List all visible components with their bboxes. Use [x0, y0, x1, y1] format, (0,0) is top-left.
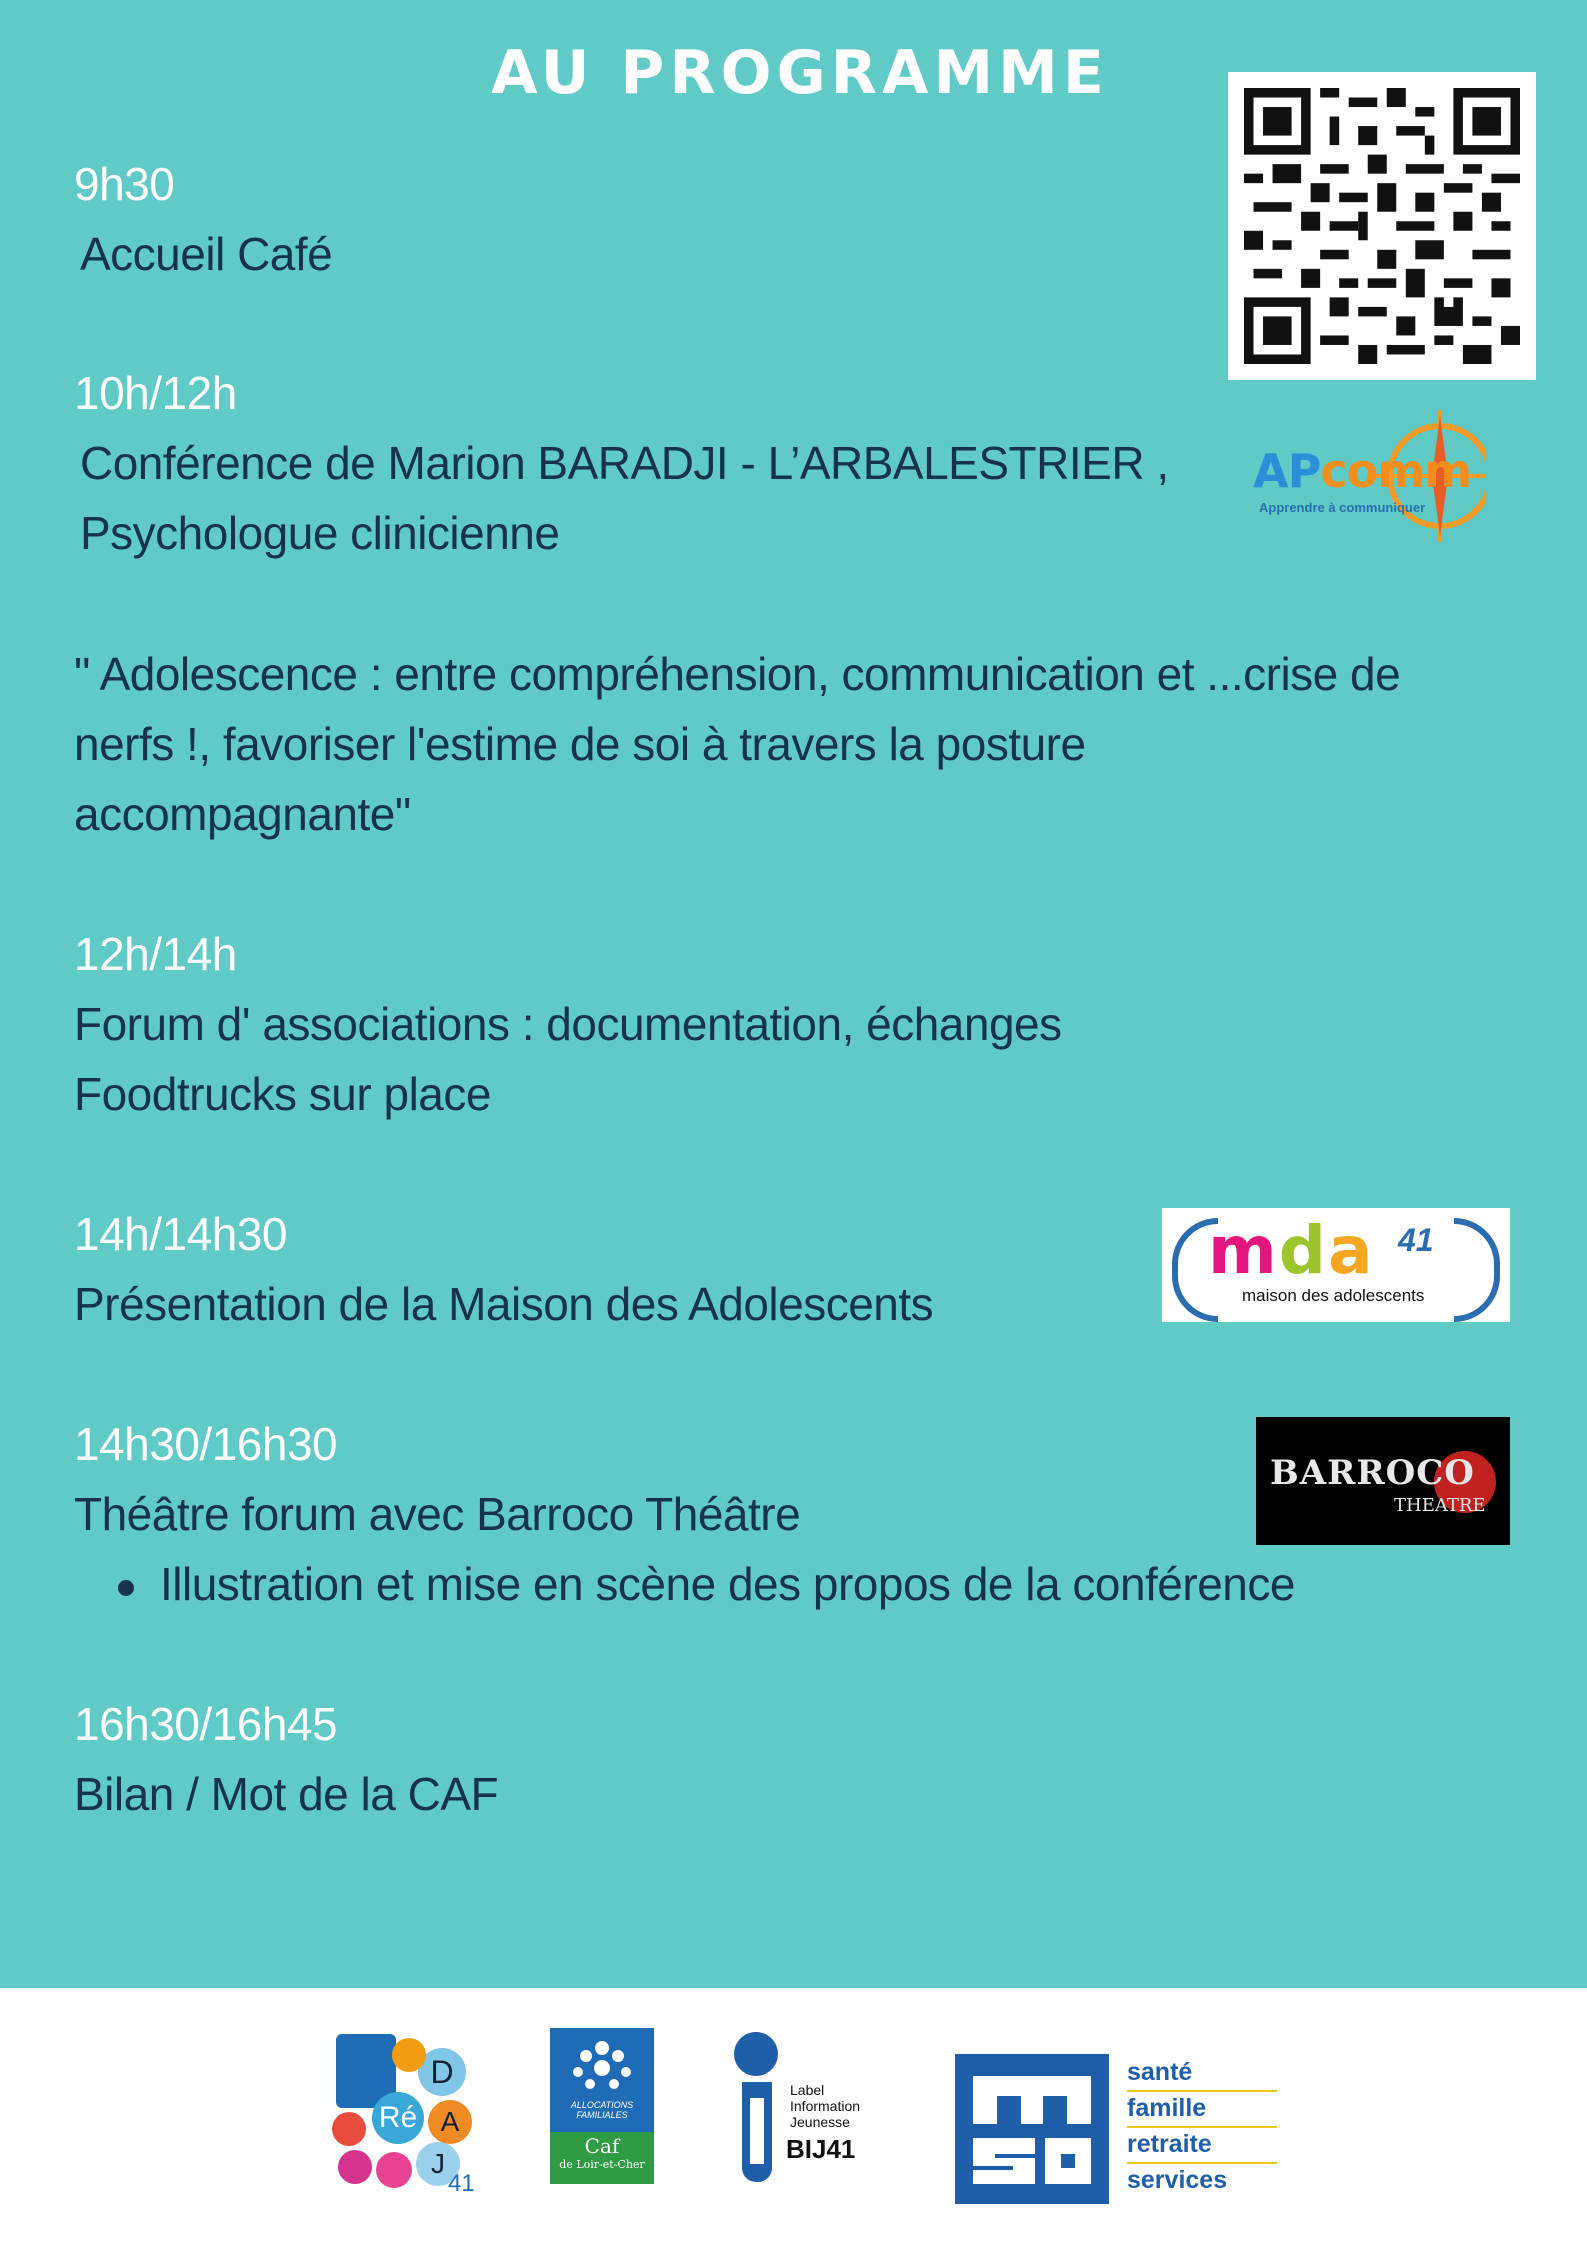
partners-footer [0, 1988, 1587, 2245]
mda-logo [1162, 1208, 1510, 1322]
mda-number: 41 [1398, 1222, 1434, 1258]
bij-label-1: Label [790, 2082, 825, 2098]
barroco-sub: THEATRE [1394, 1495, 1486, 1516]
msa-line-3 [1127, 2162, 1277, 2164]
quote-line-1: " Adolescence : entre compréhension, communication et ...crise de [74, 648, 1401, 700]
item-foodtrucks: Foodtrucks sur place [74, 1068, 491, 1120]
msa-logo [955, 2054, 1285, 2204]
apcomm-ap: AP [1253, 444, 1321, 498]
qr-code[interactable] [1228, 72, 1536, 380]
caf-green-band [550, 2132, 654, 2184]
item-bilan: Bilan / Mot de la CAF [74, 1768, 499, 1820]
msa-word-1: santé [1127, 2058, 1193, 2086]
msa-word-3: retraite [1127, 2130, 1212, 2158]
mda-m: m [1208, 1212, 1279, 1289]
time-12h-14h: 12h/14h [74, 928, 237, 980]
reaap-circle-a: A [428, 2100, 472, 2144]
item-conference: Conférence de Marion BARADJI - L’ARBALESTRIER , [80, 437, 1169, 489]
time-10h-12h: 10h/12h [74, 367, 237, 419]
bij-dot [734, 2032, 778, 2076]
reaap-face-1 [332, 2112, 366, 2146]
qr-code-icon [1244, 88, 1520, 364]
msa-box [955, 2054, 1109, 2204]
reaap-face-4 [392, 2038, 426, 2072]
barroco-name: BARROCO [1270, 1453, 1475, 1493]
item-conference-role: Psychologue clinicienne [80, 507, 560, 559]
barroco-logo [1256, 1417, 1510, 1545]
caf-emblem [570, 2038, 634, 2094]
item-theatre: Théâtre forum avec Barroco Théâtre [74, 1488, 801, 1540]
reaap-face-2 [338, 2150, 372, 2184]
bij-name: BIJ41 [786, 2134, 856, 2164]
msa-word-2: famille [1127, 2094, 1207, 2122]
caf-top: ALLOCATIONS FAMILIALES [570, 2100, 634, 2120]
bullet-dot [118, 1580, 134, 1596]
reaap-circle-re: Ré [372, 2092, 424, 2144]
bij-label-3: Jeunesse [790, 2114, 850, 2130]
page-title: AU PROGRAMME [491, 38, 1109, 108]
bij-label-2: Information [790, 2098, 861, 2114]
bij-stem-inner [750, 2098, 764, 2164]
apcomm-comm: comm [1320, 444, 1472, 498]
reaap-circle-j: J [416, 2142, 460, 2186]
reaap-number: 41 [448, 2170, 475, 2197]
reaap-face-3 [376, 2152, 412, 2188]
caf-name: Caf [584, 2134, 620, 2158]
caf-sub: de Loir-et-Cher [559, 2158, 645, 2171]
mda-a: a [1328, 1212, 1375, 1289]
item-forum: Forum d' associations : documentation, échanges [74, 998, 1062, 1050]
quote-line-3: accompagnante" [74, 788, 411, 840]
msa-line-2 [1127, 2126, 1277, 2128]
msa-word-4: services [1127, 2166, 1228, 2194]
item-theatre-bullet: Illustration et mise en scène des propos de la conférence [160, 1558, 1295, 1610]
mda-bracket-right [1454, 1218, 1500, 1322]
apcomm-tagline: Apprendre à communiquer [1259, 500, 1426, 515]
mda-tagline: maison des adolescents [1242, 1286, 1425, 1305]
time-0930: 9h30 [74, 158, 175, 210]
item-presentation: Présentation de la Maison des Adolescents [74, 1278, 934, 1330]
time-16h30-16h45: 16h30/16h45 [74, 1698, 338, 1750]
reaap-logo [328, 2032, 488, 2197]
mda-d: d [1278, 1212, 1329, 1289]
msa-line-1 [1127, 2090, 1277, 2092]
time-14h-14h30: 14h/14h30 [74, 1208, 287, 1260]
reaap-circle-d: D [418, 2048, 466, 2096]
apcomm-logo [1245, 408, 1485, 544]
item-accueil: Accueil Café [80, 228, 333, 280]
quote-line-2: nerfs !, favoriser l'estime de soi à travers la posture [74, 718, 1086, 770]
bij-logo [732, 2028, 882, 2184]
time-14h30-16h30: 14h30/16h30 [74, 1418, 338, 1470]
caf-logo [550, 2028, 654, 2184]
